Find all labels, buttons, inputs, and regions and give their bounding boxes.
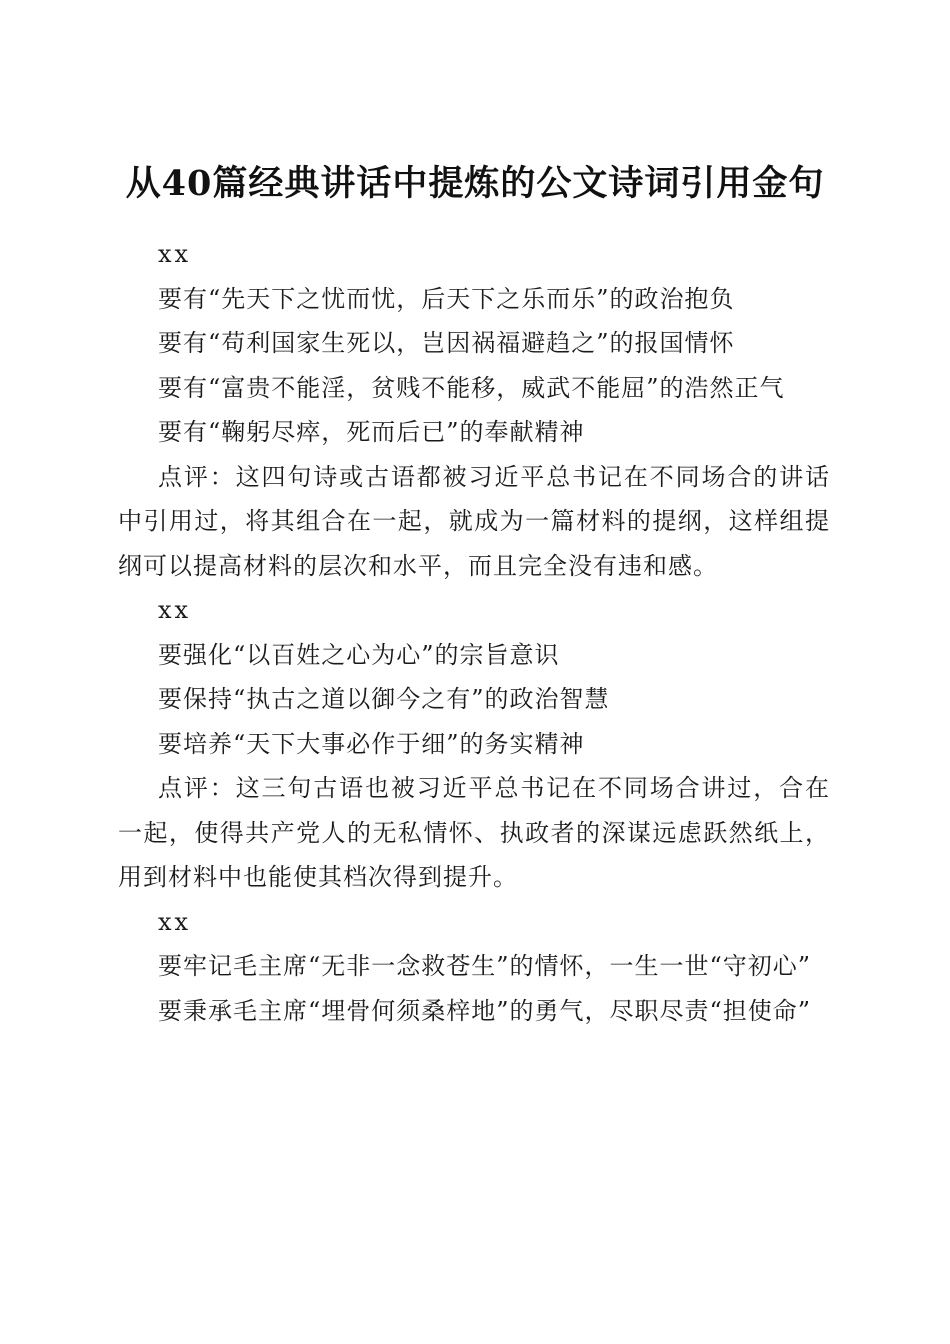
document-body <box>118 232 830 1033</box>
body-line: 要有“苟利国家生死以，岂因祸福避趋之”的报国情怀 <box>158 329 735 357</box>
comment-paragraph: 点评：这三句古语也被习近平总书记在不同场合讲过，合在一起，使得共产党人的无私情怀、执政者的深谋远虑跃然纸上，用到材料中也能使其档次得到提升。 <box>118 774 830 891</box>
section-marker: xx <box>158 907 192 936</box>
body-line: 要保持“执古之道以御今之有”的政治智慧 <box>158 685 610 713</box>
body-line: 要有“先天下之忧而忧，后天下之乐而乐”的政治抱负 <box>158 284 735 313</box>
body-line: 要有“鞠躬尽瘁，死而后已”的奉献精神 <box>158 418 585 446</box>
section-marker: xx <box>158 240 192 268</box>
body-line: 要牢记毛主席“无非一念救苍生”的情怀，一生一世“守初心” <box>158 952 812 980</box>
body-line: 要有“富贵不能淫，贫贱不能移，威武不能屈”的浩然正气 <box>158 373 785 402</box>
body-line: 要秉承毛主席“埋骨何须桑梓地”的勇气，尽职尽责“担使命” <box>158 996 812 1025</box>
section-marker: xx <box>158 596 192 624</box>
body-line: 要强化“以百姓之心为心”的宗旨意识 <box>158 640 560 669</box>
body-line: 要培养“天下大事必作于细”的务实精神 <box>158 729 585 758</box>
document-title: 从40篇经典讲话中提炼的公文诗词引用金句 <box>125 163 825 205</box>
comment-paragraph: 点评：这四句诗或古语都被习近平总书记在不同场合的讲话中引用过，将其组合在一起，就成为一篇材料的提纲，这样组提纲可以提高材料的层次和水平，而且完全没有违和感。 <box>118 462 830 580</box>
